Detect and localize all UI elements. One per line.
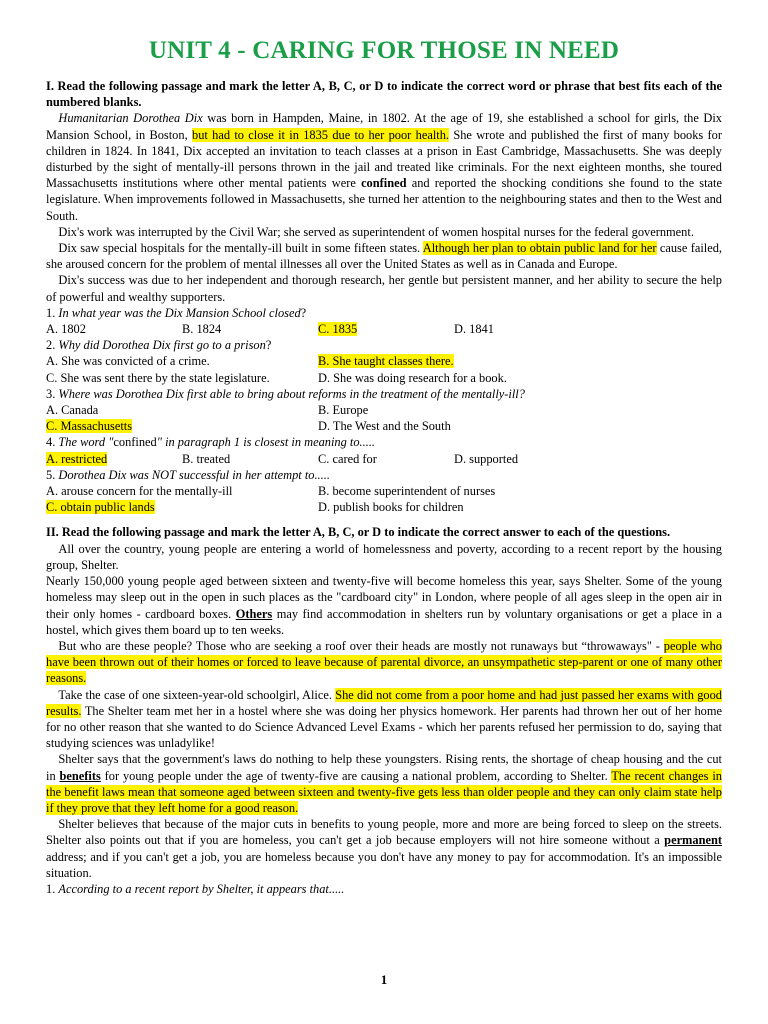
question-text: " in paragraph 1 is closest in meaning to..... [156, 435, 376, 450]
question-1-options [46, 321, 722, 337]
option-c [318, 321, 454, 337]
question-number: 4. [46, 435, 59, 450]
question-number: 1. [46, 881, 59, 896]
question-text: Why did Dorothea Dix first go to a prison [58, 338, 266, 353]
option-c [46, 418, 318, 434]
section2-paragraph-1: All over the country, young people are entering a world of homelessness and poverty, according to a recent report by the housing group, Shelter. [46, 541, 722, 572]
highlighted-text: Although her plan to obtain public land for her [422, 241, 657, 256]
text-run: for young people under the age of twenty-five are causing a national problem, according to Shelter. [100, 768, 612, 783]
highlighted-answer: B. She taught classes there. [318, 354, 454, 369]
question-text: In what year was the Dix Mansion School closed [58, 305, 301, 320]
question-text: Where was Dorothea Dix first able to bring about reforms in the treatment of the mentally-ill? [58, 386, 525, 401]
option-c: C. cared for [318, 451, 377, 466]
question-3-options [46, 402, 722, 434]
text-run: Shelter believes that because of the major cuts in benefits to young people, more and more are being forced to sleep on the streets. Shelter also points out that if you are homeless, you can't get a job because employers will not hire someone without a [46, 817, 722, 848]
highlighted-text: but had to close it in 1835 due to her poor health. [192, 127, 449, 142]
option-b: B. treated [182, 451, 231, 466]
section2-paragraph-3 [46, 638, 722, 687]
option-a: A. arouse concern for the mentally-ill [46, 484, 233, 499]
question-mark: ? [265, 338, 272, 353]
question-keyword: confined [113, 435, 157, 450]
text-run: The Shelter team met her in a hostel where she was doing her physics homework. Her parents had thrown her out of her home for no other reason that she wanted to do Science Advanced Level Exams - which her parents refused her permission to do, saying that studying sciences was unladylike! [46, 703, 722, 751]
text-run: Take the case of one sixteen-year-old schoolgirl, Alice. [58, 687, 336, 702]
text-run: and reported the shocking conditions she found to the state legislature. When improvements followed in Massachusetts, she turned her attention to the neighbouring states and then to the West and South. [46, 176, 722, 223]
option-d: D. supported [454, 451, 519, 466]
section1-paragraph-1 [46, 110, 722, 223]
text-run: She wrote and published the first of many books for children in 1824. In 1841, Dix accepted an invitation to teach classes at a prison in East Cambridge, Massachusetts. She was deeply disturbed by the sight of mentally-ill persons thrown in the jail and treated like criminals. For the next eighteen months, she toured Massachusetts institutions where other mental patients were [46, 127, 722, 191]
highlighted-text: She did not come from a poor home and had just passed her exams with good results. [46, 687, 722, 718]
section2-question-1 [46, 881, 722, 897]
option-d: D. 1841 [454, 322, 494, 337]
question-5-options [46, 483, 722, 515]
text-run: cause failed, she aroused concern for the problem of mental illnesses all over the United States as well as in Canada and Europe. [46, 241, 722, 272]
section2-paragraph-5 [46, 751, 722, 816]
question-text: The word " [58, 435, 114, 450]
option-b: B. Europe [318, 403, 369, 418]
option-c [46, 499, 318, 515]
option-d: D. The West and the South [318, 419, 451, 434]
section2-paragraph-2 [46, 573, 722, 638]
question-mark: ? [300, 305, 307, 320]
question-text: Dorothea Dix was NOT successful in her attempt to..... [58, 467, 330, 482]
keyword-benefits: benefits [59, 768, 101, 783]
section1-paragraph-2: Dix's work was interrupted by the Civil War; she served as superintendent of women hospital nurses for the federal government. [58, 224, 694, 239]
question-number: 5. [46, 467, 59, 482]
highlighted-answer: C. 1835 [318, 322, 358, 337]
keyword-permanent: permanent [664, 833, 722, 848]
text-run: may find accommodation in shelters run by voluntary organisations or get a place in a hostel, which gives them board up to ten weeks. [46, 606, 722, 637]
option-b: B. become superintendent of nurses [318, 484, 496, 499]
section1-paragraph-3 [46, 240, 722, 272]
question-1 [46, 305, 722, 321]
option-a [46, 451, 182, 467]
text-run: Dix saw special hospitals for the mentally-ill built in some fifteen states. [58, 241, 423, 256]
dix-name: Humanitarian Dorothea Dix [58, 111, 203, 126]
question-2 [46, 337, 722, 353]
text-run: But who are these people? Those who are seeking a roof over their heads are mostly not runaways but “throwaways" - [58, 638, 664, 653]
question-number: 2. [46, 338, 59, 353]
question-2-options [46, 353, 722, 385]
section1-heading: I. Read the following passage and mark the letter A, B, C, or D to indicate the correct word or phrase that best fits each of the numbered blanks. [46, 79, 722, 110]
option-d: D. She was doing research for a book. [318, 370, 507, 385]
question-text: According to a recent report by Shelter, it appears that..... [58, 881, 345, 896]
highlighted-text: people who have been thrown out of their homes or forced to leave because of parental divorce, an unsympathetic step-parent or one of many other reasons. [46, 638, 722, 686]
text-run: Nearly 150,000 young people aged between sixteen and twenty-five will become homeless this year, says Shelter. Some of the young homeless may sleep out in the open in such places as the "cardboard city" in London, where people of all ages sleep in the open air in their only homes - cardboard boxes. [46, 574, 722, 621]
option-b [318, 353, 590, 369]
unit-title: UNIT 4 - CARING FOR THOSE IN NEED [148, 37, 620, 64]
option-d: D. publish books for children [318, 500, 464, 515]
keyword-confined: confined [361, 176, 407, 191]
highlighted-answer: C. Massachusetts [46, 419, 133, 434]
option-a: A. 1802 [46, 322, 86, 337]
option-b: B. 1824 [182, 322, 222, 337]
question-5 [46, 467, 722, 483]
question-4 [46, 434, 722, 450]
section2-paragraph-6 [46, 816, 722, 881]
page-number: 1 [380, 972, 388, 987]
question-3 [46, 386, 722, 402]
option-a: A. She was convicted of a crime. [46, 354, 210, 369]
question-number: 3. [46, 386, 59, 401]
section2-paragraph-4 [46, 687, 722, 752]
keyword-others: Others [235, 606, 273, 621]
highlighted-answer: C. obtain public lands [46, 500, 155, 515]
option-a: A. Canada [46, 403, 99, 418]
highlighted-text: The recent changes in the benefit laws mean that someone aged between sixteen and twenty-five gets less than older people and they can only claim state help if they prove that they left home for a good reason. [46, 768, 722, 815]
text-run: was born in Hampden, Maine, in 1802. At the age of 19, she established a school for girls, the Dix Mansion School, in Boston, [46, 111, 722, 142]
text-run: Shelter says that the government's laws do nothing to help these youngsters. Rising rents, the shortage of cheap housing and the cut in [46, 752, 722, 783]
text-run: address; and if you can't get a job, you are homeless because you don't have any money to pay for accommodation. It's an impossible situation. [46, 849, 722, 880]
option-c: C. She was sent there by the state legislature. [46, 370, 270, 385]
section1-paragraph-4: Dix's success was due to her independent and thorough research, her gentle but persistent manner, and her ability to secure the help of powerful and wealthy supporters. [46, 273, 722, 304]
question-4-options [46, 451, 722, 467]
section2-heading: II. Read the following passage and mark the letter A, B, C, or D to indicate the correct answer to each of the questions. [46, 525, 671, 540]
highlighted-answer: A. restricted [46, 451, 108, 466]
question-number: 1. [46, 305, 59, 320]
